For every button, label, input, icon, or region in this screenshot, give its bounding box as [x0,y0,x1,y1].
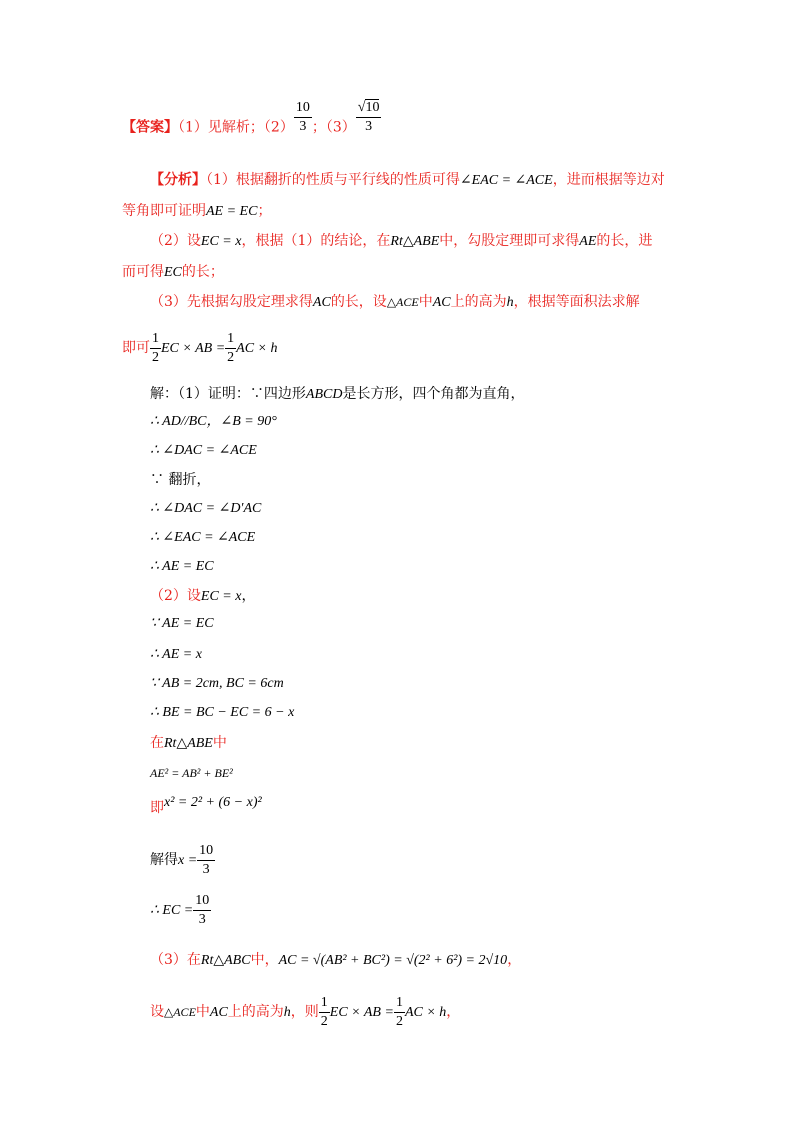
math: ABCD [305,387,343,402]
solution-line8 [150,586,255,607]
sqrt-num: √10 [357,100,380,115]
solution-line18 [150,945,521,975]
text: ， [446,1004,461,1020]
math: Rt△ABC [200,953,251,968]
solution-line14: AE² = AB² + BE² [150,766,233,780]
math: h [283,1005,291,1020]
answer-sep: ；（3） [311,119,356,136]
text: 即可 [122,340,150,356]
text: 的长，设 [330,294,387,310]
math: x² = 2² + (6 − x)² [164,795,262,810]
math: x = [178,853,198,868]
text: 中 [212,735,227,751]
answer-line [122,100,381,140]
text: 在 [150,735,164,751]
text: （1）根据翻折的性质与平行线的性质可得 [206,172,460,188]
math: EC = x [200,589,242,604]
math: AC = √(AB² + BC²) = √(2² + 6²) = 2√10 [278,953,508,968]
solution-line11: ∵ AB = 2cm, BC = 6cm [150,676,284,691]
analysis-line3 [150,231,652,252]
ec-value-fraction: $\frac{10}{3}$ [195,892,210,927]
math: AC × h [404,1005,447,1020]
math: AE = EC [206,204,258,219]
text: 设 [150,1004,164,1020]
text: 上的高为 [450,294,507,310]
text: ，根据等面积法求解 [513,294,640,310]
math: h [506,295,514,310]
half-fraction: $\frac{1}{2}$ [227,330,235,365]
math: Rt△ABE [164,736,213,751]
text: ，根据（1）的结论，在 [241,233,391,249]
text: 上的高为 [227,1004,284,1020]
text: 等角即可证明 [122,203,206,219]
solution-line17 [150,890,211,930]
text: 即 [150,800,164,816]
text: ， [507,952,522,968]
solution-line13 [150,733,227,754]
text: ，进而根据等边对 [552,172,665,188]
text: 解得 [150,852,178,868]
answer2-fraction [294,100,312,135]
text: 的长； [181,264,224,280]
solution-line15 [150,795,262,819]
math: AC [312,295,331,310]
text: 中， [250,952,279,968]
solution-line1 [150,384,524,405]
text: 而可得 [122,264,164,280]
solution-line16 [150,840,215,880]
text: ； [257,203,272,219]
answer3-fraction [356,100,382,135]
analysis-line1 [150,170,665,191]
text: 中 [195,1004,210,1020]
half-fraction: $\frac{1}{2}$ [320,994,328,1029]
solution-line12: ∴ BE = BC − EC = 6 − x [150,705,295,720]
solution-line4: ∵ 翻折， [150,472,211,488]
math: AE [579,234,597,249]
frac-den: 3 [299,119,307,134]
text: 解：（1）证明：∵四边形 [150,386,306,402]
solution-line19 [150,992,460,1032]
math: ∠EAC = ∠ACE [459,173,553,188]
math: EC = x [200,234,242,249]
math: AC [432,295,451,310]
text: ，则 [290,1004,319,1020]
text: 中 [418,294,433,310]
frac-num: 10 [295,100,310,115]
solution-line10: ∴ AE = x [150,647,202,662]
text: （2）设 [150,233,201,249]
math: EC × AB = [161,341,226,356]
analysis-line5 [150,292,640,313]
solution-line9: ∵ AE = EC [150,616,214,631]
x-value-fraction: $\frac{10}{3}$ [199,842,214,877]
half-fraction: $\frac{1}{2}$ [395,994,403,1029]
math: △ACE [164,1005,196,1019]
frac-den: 3 [365,119,373,134]
math: △ACE [386,295,419,309]
text: （2）设 [150,588,201,604]
math: EC [164,265,182,280]
math: EC × AB = [329,1005,394,1020]
text: 是长方形，四个角都为直角， [342,386,525,402]
solution-line2: ∴ AD//BC，∠B = 90° [150,414,277,429]
answer-part1: （1）见解析；（2） [178,119,294,136]
math: AC [209,1005,228,1020]
text: 中，勾股定理即可求得 [439,233,580,249]
answer-label: 【答案】 [122,119,178,136]
solution-line5: ∴ ∠DAC = ∠D′AC [150,501,262,516]
text: ， [241,588,256,604]
analysis-line4 [122,262,224,283]
analysis-line2 [122,201,271,222]
analysis-line6 [122,328,277,368]
math: Rt△ABE [390,234,440,249]
math: AC × h [236,341,278,356]
solution-line7: ∴ AE = EC [150,559,214,574]
math: ∴ EC = [150,903,194,918]
analysis-label: 【分析】 [150,172,206,188]
text: （3）在 [150,952,201,968]
text: （3）先根据勾股定理求得 [150,294,313,310]
solution-line6: ∴ ∠EAC = ∠ACE [150,530,256,545]
solution-line3: ∴ ∠DAC = ∠ACE [150,443,257,458]
half-fraction: $\frac{1}{2}$ [152,330,159,365]
text: 的长，进 [596,233,653,249]
